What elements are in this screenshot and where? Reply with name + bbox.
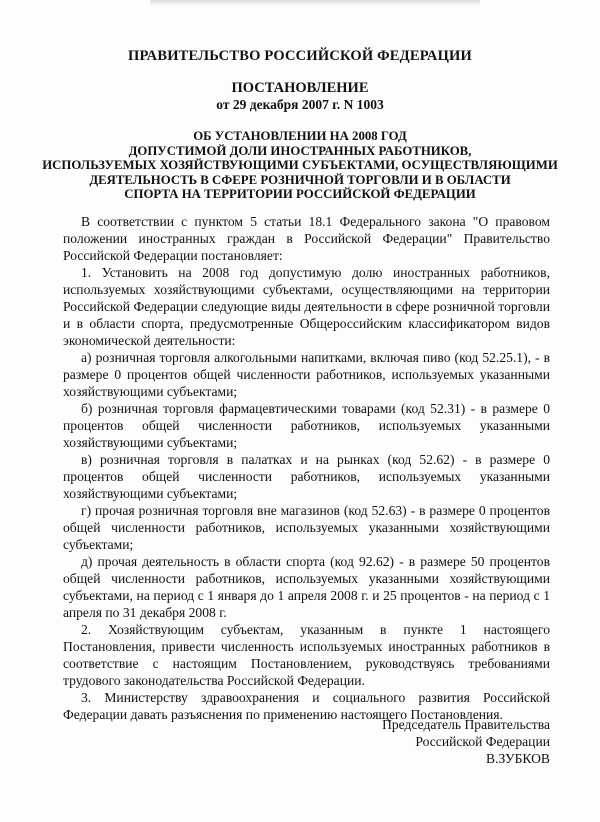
clause-1b-paragraph: б) розничная торговля фармацевтическими товарами (код 52.31) - в размере 0 процентов общей численности работников, используемых указанными хозяйствующими субъектами;: [63, 401, 550, 450]
scan-smudge: [150, 0, 480, 6]
signature-block: [340, 716, 550, 767]
signatory-position-line: Российской Федерации: [415, 734, 550, 749]
clause-3-paragraph: 3. Министерству здравоохранения и социального развития Российской Федерации давать разъяснения по применению настоящего Постановления.: [63, 690, 550, 722]
clause-2-paragraph: 2. Хозяйствующим субъектам, указанным в пункте 1 настоящего Постановления, привести численность используемых иностранных работников в соответствие с настоящим Постановлением, руководствуясь требованиями трудового законодательства Российской Федерации.: [63, 622, 550, 688]
decree-title: ПОСТАНОВЛЕНИЕ: [231, 80, 369, 96]
clause-1-paragraph: 1. Установить на 2008 год допустимую долю иностранных работников, используемых хозяйствующими субъектами, осуществляющими на территории Российской Федерации следующие виды деятельности в сфере розничной торговли и в области спорта, предусмотренные Общероссийским классификатором видов экономической деятельности:: [63, 265, 550, 348]
clause-1a-paragraph: а) розничная торговля алкогольными напитками, включая пиво (код 52.25.1), - в размере 0 процентов общей численности работников, используемых указанными хозяйствующими субъектами;: [63, 350, 550, 399]
decree-date-number: от 29 декабря 2007 г. N 1003: [216, 97, 384, 112]
government-title: ПРАВИТЕЛЬСТВО РОССИЙСКОЙ ФЕДЕРАЦИИ: [127, 48, 473, 64]
subject-line: ОБ УСТАНОВЛЕНИИ НА 2008 ГОД: [193, 129, 407, 143]
clause-1c-paragraph: в) розничная торговля в палатках и на рынках (код 52.62) - в размере 0 процентов общей численности работников, используемых указанными хозяйствующими субъектами;: [63, 452, 550, 501]
subject-line: ИСПОЛЬЗУЕМЫХ ХОЗЯЙСТВУЮЩИМИ СУБЪЕКТАМИ, ОСУЩЕСТВЛЯЮЩИМИ: [42, 158, 558, 173]
decree-subject: [0, 129, 600, 202]
subject-line: СПОРТА НА ТЕРРИТОРИИ РОССИЙСКОЙ ФЕДЕРАЦИИ: [124, 187, 476, 202]
decree-body: [63, 213, 550, 723]
subject-line: ДЕЯТЕЛЬНОСТЬ В СФЕРЕ РОЗНИЧНОЙ ТОРГОВЛИ И В ОБЛАСТИ: [89, 172, 511, 187]
subject-line: ДОПУСТИМОЙ ДОЛИ ИНОСТРАННЫХ РАБОТНИКОВ,: [128, 143, 472, 158]
clause-1d-paragraph: г) прочая розничная торговля вне магазинов (код 52.63) - в размере 0 процентов общей численности работников, используемых указанными хозяйствующими субъектами;: [63, 503, 550, 552]
preamble-paragraph: В соответствии с пунктом 5 статьи 18.1 Федерального закона "О правовом положении иностранных граждан в Российской Федерации" Правительство Российской Федерации постановляет:: [63, 214, 550, 263]
signatory-position-line: Председатель Правительства: [382, 717, 550, 732]
clause-1e-paragraph: д) прочая деятельность в области спорта (код 92.62) - в размере 50 процентов общей численности работников, используемых указанными хозяйствующими субъектами, на период с 1 января до 1 апреля 2008 г. и 25 процентов - на период с 1 апреля по 31 декабря 2008 г.: [63, 554, 550, 620]
signatory-name: В.ЗУБКОВ: [486, 751, 550, 766]
